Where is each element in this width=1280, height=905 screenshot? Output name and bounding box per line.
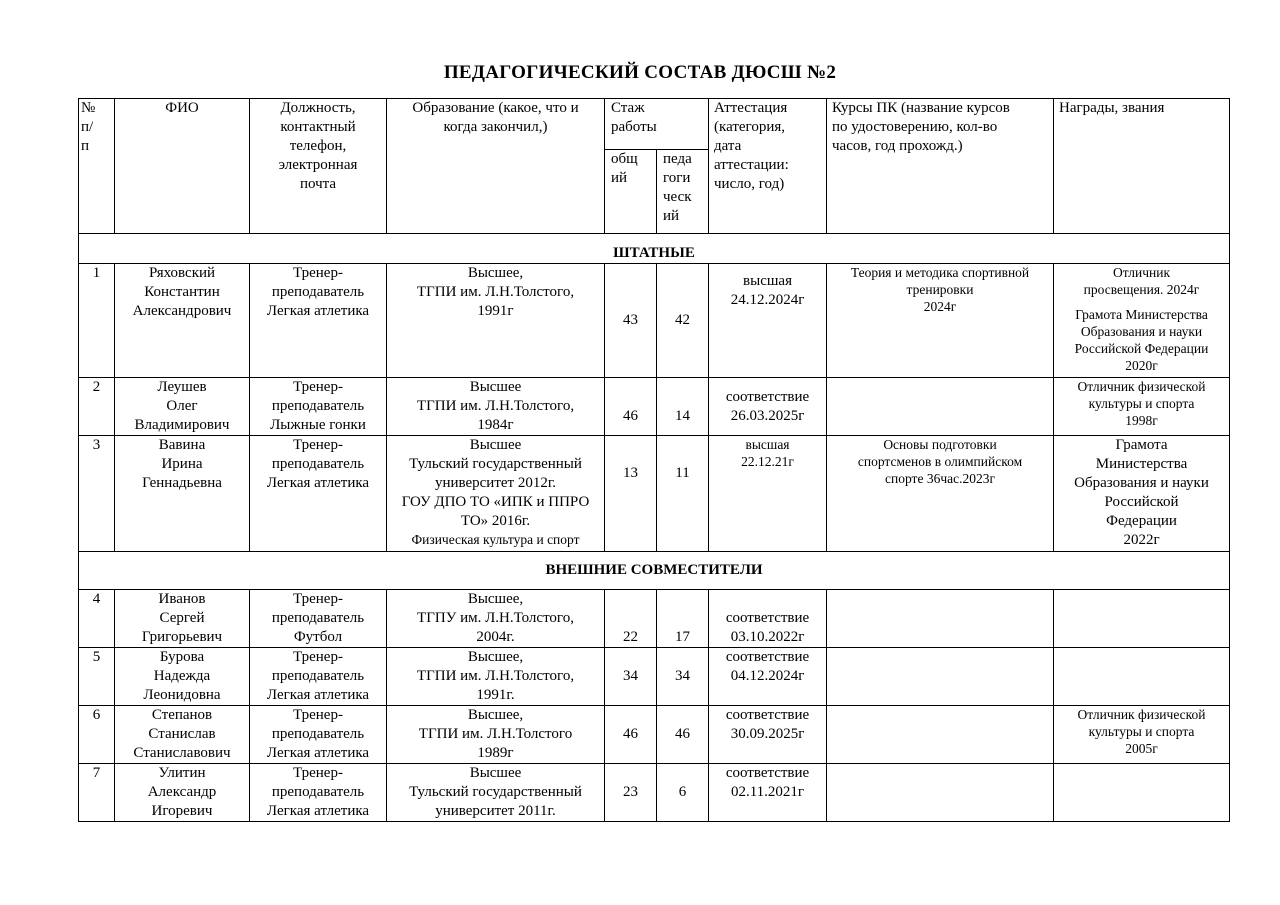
row-position: Тренер- преподаватель Легкая атлетика	[250, 264, 387, 378]
row-exp-total: 46	[605, 378, 657, 436]
row-courses: Теория и методика спортивной тренировки 2024г	[827, 264, 1054, 378]
row-num: 7	[79, 764, 115, 822]
row-education: Высшее, ТГПУ им. Л.Н.Толстого, 2004г.	[387, 590, 605, 648]
row-awards	[1054, 590, 1230, 648]
row-fio: Леушев Олег Владимирович	[115, 378, 250, 436]
row-education: Высшее ТГПИ им. Л.Н.Толстого, 1984г	[387, 378, 605, 436]
staff-table	[78, 98, 1230, 822]
page-title: ПЕДАГОГИЧЕСКИЙ СОСТАВ ДЮСШ №2	[443, 62, 837, 83]
table-row	[79, 436, 1230, 552]
row-exp-total: 43	[605, 264, 657, 378]
row-num: 3	[79, 436, 115, 552]
row-exp-ped: 42	[657, 264, 709, 378]
row-awards	[1054, 764, 1230, 822]
header-experience: Стаж работы	[605, 99, 709, 150]
row-education	[387, 436, 605, 552]
row-exp-total: 23	[605, 764, 657, 822]
row-fio: Степанов Станислав Станиславович	[115, 706, 250, 764]
row-position: Тренер- преподаватель Футбол	[250, 590, 387, 648]
row-position: Тренер- преподаватель Легкая атлетика	[250, 706, 387, 764]
row-position: Тренер- преподаватель Легкая атлетика	[250, 648, 387, 706]
table-row	[79, 264, 1230, 378]
row-fio: Вавина Ирина Геннадьевна	[115, 436, 250, 552]
row-awards: Грамота Министерства Образования и науки Российской Федерации 2022г	[1054, 436, 1230, 552]
row-fio: Ряховский Константин Александрович	[115, 264, 250, 378]
table-row	[79, 590, 1230, 648]
header-num: № п/ п	[79, 99, 115, 234]
row-position: Тренер- преподаватель Лыжные гонки	[250, 378, 387, 436]
row-position: Тренер- преподаватель Легкая атлетика	[250, 764, 387, 822]
header-fio: ФИО	[115, 99, 250, 234]
row-attestation: соответствие 26.03.2025г	[709, 378, 827, 436]
row-courses	[827, 378, 1054, 436]
row-exp-ped: 6	[657, 764, 709, 822]
row-education: Высшее, ТГПИ им. Л.Н.Толстого 1989г	[387, 706, 605, 764]
row-attestation: соответствие 04.12.2024г	[709, 648, 827, 706]
row-exp-ped: 46	[657, 706, 709, 764]
table-row	[79, 378, 1230, 436]
row-fio: Иванов Сергей Григорьевич	[115, 590, 250, 648]
row-courses	[827, 590, 1054, 648]
header-awards: Награды, звания	[1054, 99, 1230, 234]
section-external-title: ВНЕШНИЕ СОВМЕСТИТЕЛИ	[79, 552, 1230, 590]
row-courses	[827, 764, 1054, 822]
row-num: 6	[79, 706, 115, 764]
row-attestation: высшая 24.12.2024г	[709, 264, 827, 378]
row-fio: Бурова Надежда Леонидовна	[115, 648, 250, 706]
row-exp-total: 34	[605, 648, 657, 706]
row-courses: Основы подготовки спортсменов в олимпийском спорте 36час.2023г	[827, 436, 1054, 552]
row-attestation: высшая 22.12.21г	[709, 436, 827, 552]
section-staff-title: ШТАТНЫЕ	[79, 234, 1230, 264]
row-exp-total: 22	[605, 590, 657, 648]
row-exp-ped: 11	[657, 436, 709, 552]
row-num: 1	[79, 264, 115, 378]
row-education-text: Высшее Тульский государственный университет 2012г. ГОУ ДПО ТО «ИПК и ППРО ТО» 2016г.	[401, 437, 590, 529]
row-exp-total: 13	[605, 436, 657, 552]
table-row	[79, 764, 1230, 822]
row-position: Тренер- преподаватель Легкая атлетика	[250, 436, 387, 552]
row-num: 5	[79, 648, 115, 706]
row-education: Высшее, ТГПИ им. Л.Н.Толстого, 1991г.	[387, 648, 605, 706]
header-row	[79, 99, 1230, 150]
header-exp-total: общ ий	[605, 150, 657, 234]
row-exp-total: 46	[605, 706, 657, 764]
row-education: Высшее, ТГПИ им. Л.Н.Толстого, 1991г	[387, 264, 605, 378]
row-attestation: соответствие 02.11.2021г	[709, 764, 827, 822]
header-courses: Курсы ПК (название курсов по удостоверению, кол-во часов, год прохожд.)	[827, 99, 1054, 234]
row-awards-text-2: Грамота Министерства Образования и науки Российской Федерации 2020г	[1074, 307, 1209, 373]
row-fio: Улитин Александр Игоревич	[115, 764, 250, 822]
row-awards-text: Отличник просвещения. 2024г	[1083, 265, 1200, 297]
row-attestation: соответствие 30.09.2025г	[709, 706, 827, 764]
row-awards: Отличник физической культуры и спорта 2005г	[1054, 706, 1230, 764]
row-awards	[1054, 648, 1230, 706]
row-exp-ped: 34	[657, 648, 709, 706]
table-row	[79, 648, 1230, 706]
row-courses	[827, 648, 1054, 706]
row-exp-ped: 17	[657, 590, 709, 648]
row-awards	[1054, 264, 1230, 378]
row-education: Высшее Тульский государственный университет 2011г.	[387, 764, 605, 822]
header-position: Должность, контактный телефон, электронная почта	[250, 99, 387, 234]
row-exp-ped: 14	[657, 378, 709, 436]
section-staff-row	[79, 234, 1230, 264]
row-num: 2	[79, 378, 115, 436]
header-exp-ped: педа гоги ческ ий	[657, 150, 709, 234]
row-num: 4	[79, 590, 115, 648]
row-awards: Отличник физической культуры и спорта 1998г	[1054, 378, 1230, 436]
header-education: Образование (какое, что и когда закончил,)	[387, 99, 605, 234]
table-row	[79, 706, 1230, 764]
header-attestation: Аттестация (категория, дата аттестации: число, год)	[709, 99, 827, 234]
row-courses	[827, 706, 1054, 764]
section-external-row	[79, 552, 1230, 590]
row-education-text-2: Физическая культура и спорт	[411, 532, 580, 547]
row-attestation: соответствие 03.10.2022г	[709, 590, 827, 648]
